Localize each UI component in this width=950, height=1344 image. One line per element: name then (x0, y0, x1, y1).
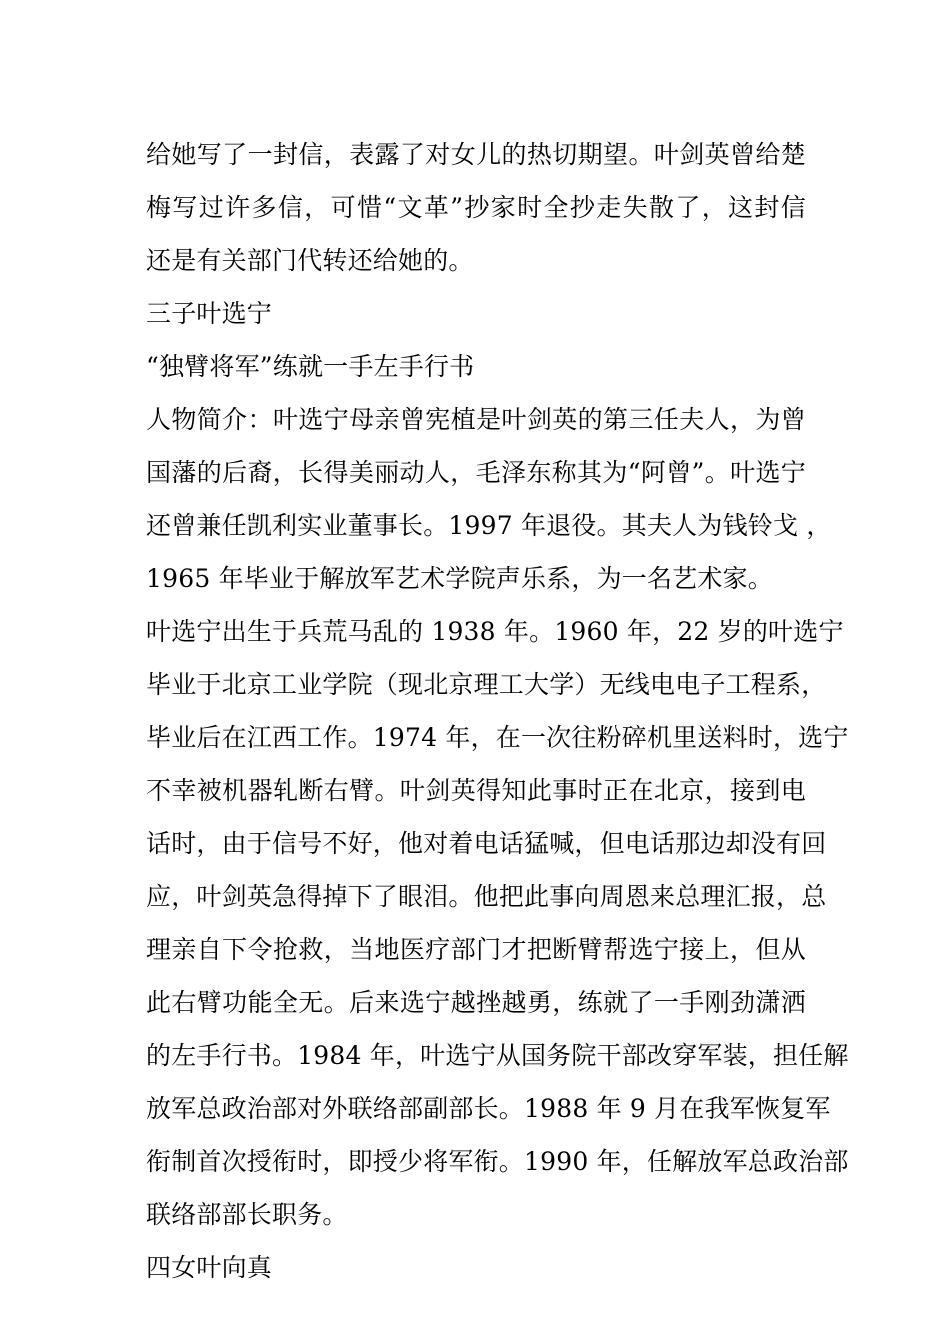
text-line: 理亲自下令抢救，当地医疗部门才把断臂帮选宁接上，但从 (146, 935, 806, 964)
text-line: 国藩的后裔，长得美丽动人，毛泽东称其为“阿曾”。叶选宁 (146, 458, 806, 487)
text-line: 给她写了一封信，表露了对女儿的热切期望。叶剑英曾给楚 (146, 140, 806, 169)
text-line: 的左手行书。1984 年，叶选宁从国务院干部改穿军装，担任解 (146, 1041, 849, 1070)
section-heading-fourth-daughter: 四女叶向真 (146, 1253, 273, 1282)
paragraph-profile (146, 393, 832, 605)
text-line: 此右臂功能全无。后来选宁越挫越勇，练就了一手刚劲潇洒 (146, 988, 806, 1017)
text-line: 联络部部长职务。 (146, 1200, 348, 1229)
text-line: 毕业后在江西工作。1974 年，在一次往粉碎机里送料时，选宁 (146, 723, 849, 752)
text-line: 叶选宁出生于兵荒马乱的 1938 年。1960 年，22 岁的叶选宁 (146, 617, 844, 646)
text-line: 放军总政治部对外联络部副部长。1988 年 9 月在我军恢复军 (146, 1094, 831, 1123)
text-line: 应，叶剑英急得掉下了眼泪。他把此事向周恩来总理汇报，总 (146, 882, 827, 911)
text-line: 不幸被机器轧断右臂。叶剑英得知此事时正在北京，接到电 (146, 776, 806, 805)
text-line: 人物简介：叶选宁母亲曾宪植是叶剑英的第三任夫人，为曾 (146, 405, 806, 434)
text-line: 衔制首次授衔时，即授少将军衔。1990 年，任解放军总政治部 (146, 1147, 849, 1176)
document-body (146, 128, 849, 1294)
section-subheading: “独臂将军”练就一手左手行书 (146, 352, 475, 381)
text-line: 梅写过许多信，可惜“文革”抄家时全抄走失散了，这封信 (146, 193, 806, 222)
text-line: 毕业于北京工业学院（现北京理工大学）无线电电子工程系， (146, 670, 827, 699)
paragraph-biography (146, 605, 849, 1241)
text-line: 话时，由于信号不好，他对着电话猛喊，但电话那边却没有回 (146, 829, 827, 858)
section-heading-third-son: 三子叶选宁 (146, 299, 273, 328)
paragraph-letter-continuation (146, 128, 806, 287)
text-line: 还是有关部门代转还给她的。 (146, 246, 474, 275)
text-line: 还曾兼任凯利实业董事长。1997 年退役。其夫人为钱铃戈 ， (146, 511, 832, 540)
text-line: 1965 年毕业于解放军艺术学院声乐系，为一名艺术家。 (146, 564, 773, 593)
